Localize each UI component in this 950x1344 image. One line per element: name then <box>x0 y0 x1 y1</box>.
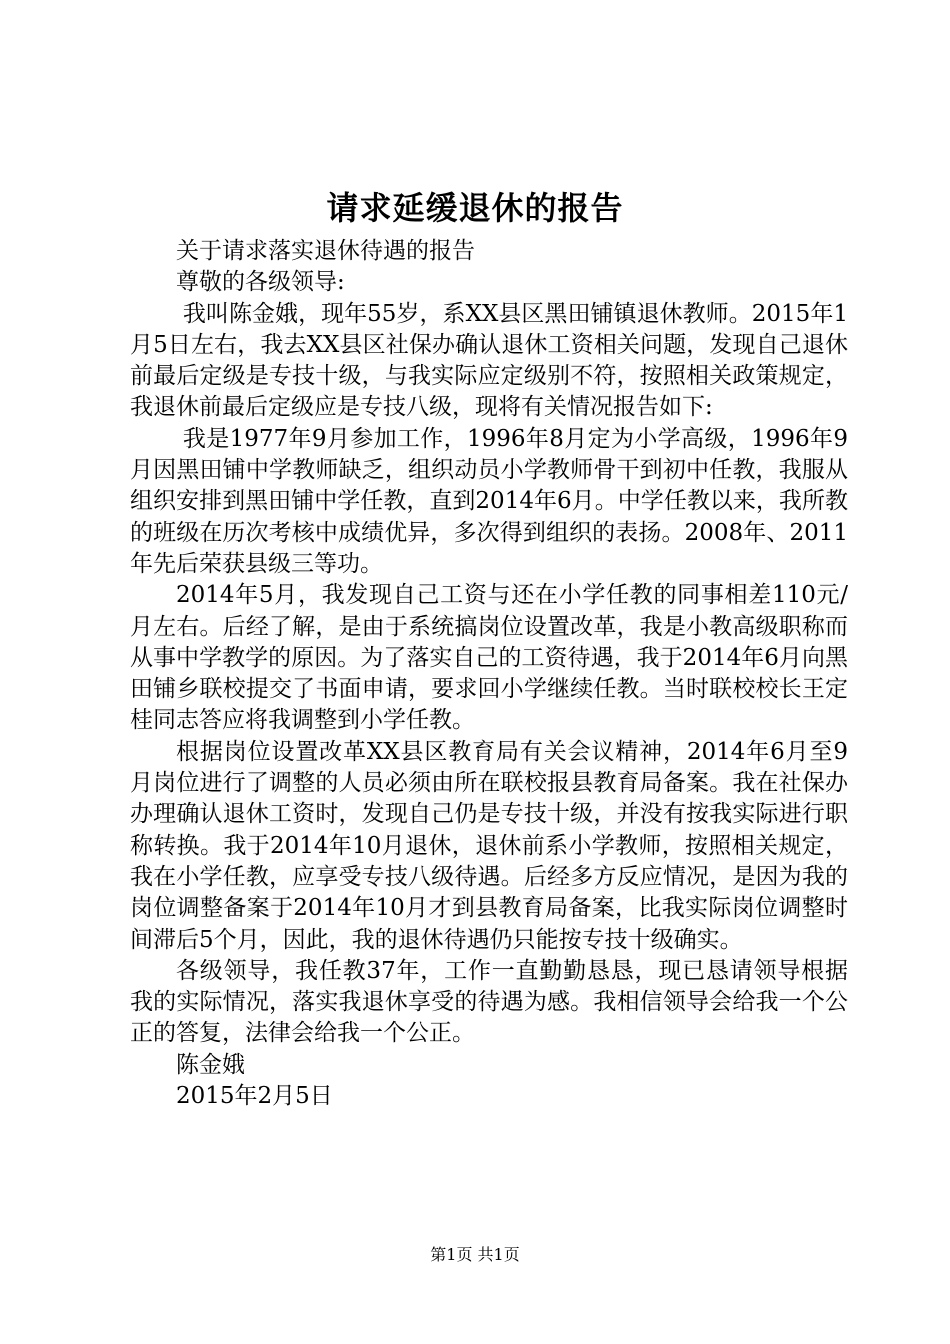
document-body <box>130 236 848 1112</box>
paragraph-salary-gap: 2014年5月，我发现自己工资与还在小学任教的同事相差110元/月左右。后经了解，是由于系统搞岗位设置改革，我是小教高级职称而从事中学教学的原因。为了落实自己的工资待遇，我于2014年6月向黑田铺乡联校提交了书面申请，要求回小学继续任教。当时联校校长王定桂同志答应将我调整到小学任教。 <box>130 582 848 734</box>
salutation: 尊敬的各级领导: <box>176 269 345 296</box>
subject-line: 关于请求落实退休待遇的报告 <box>176 238 475 264</box>
signature-date: 2015年2月5日 <box>176 1083 333 1110</box>
signature-name: 陈金娥 <box>176 1051 245 1078</box>
paragraph-reform: 根据岗位设置改革XX县区教育局有关会议精神，2014年6月至9月岗位进行了调整的人员必须由所在联校报县教育局备案。我在社保办办理确认退休工资时，发现自己仍是专技十级，并没有按我实际进行职称转换。我于2014年10月退休，退休前系小学教师，按照相关规定，我在小学任教，应享受专技八级待遇。后经多方反应情况，是因为我的岗位调整备案于2014年10月才到县教育局备案，比我实际岗位调整时间滞后5个月，因此，我的退休待遇仍只能按专技十级确实。 <box>130 738 848 953</box>
paragraph-intro: 我叫陈金娥，现年55岁，系XX县区黑田铺镇退休教师。2015年1月5日左右，我去XX县区社保办确认退休工资相关问题，发现自己退休前最后定级是专技十级，与我实际应定级别不符，按照相关政策规定，我退休前最后定级应是专技八级，现将有关情况报告如下: <box>130 300 848 421</box>
document-title: 请求延缓退休的报告 <box>326 189 624 227</box>
paragraph-request: 各级领导，我任教37年，工作一直勤勤恳恳，现已恳请领导根据我的实际情况，落实我退休享受的待遇为感。我相信领导会给我一个公正的答复，法律会给我一个公正。 <box>130 957 848 1047</box>
page-footer: 第1页 共1页 <box>430 1245 520 1264</box>
paragraph-history: 我是1977年9月参加工作，1996年8月定为小学高级，1996年9月因黑田铺中学教师缺乏，组织动员小学教师骨干到初中任教，我服从组织安排到黑田铺中学任教，直到2014年6月。中学任教以来，我所教的班级在历次考核中成绩优异，多次得到组织的表扬。2008年、2011年先后荣获县级三等功。 <box>130 425 848 577</box>
